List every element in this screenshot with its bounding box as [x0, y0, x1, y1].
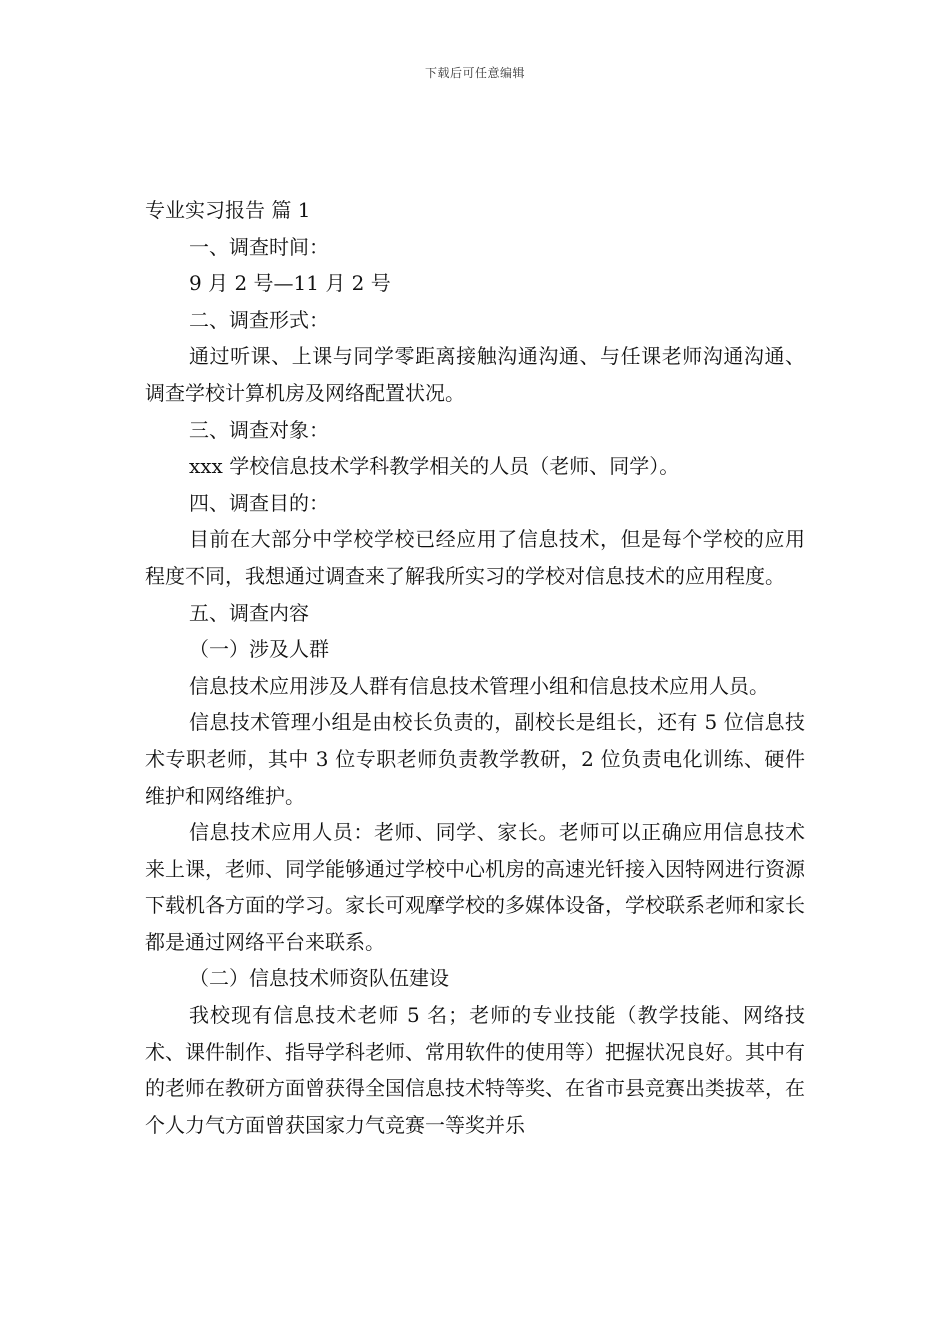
heading-survey-object: 三、调查对象： [189, 417, 329, 442]
page-header: 下载后可任意编辑 [424, 66, 525, 80]
heading-survey-form: 二、调查形式： [189, 307, 329, 332]
subheading-teacher-team: （二）信息技术师资队伍建设 [189, 966, 449, 991]
survey-form-paragraph: 通过听课、上课与同学零距离接触沟通沟通、与任课老师沟通沟通、调查学校计算机房及网络配置状况。 [145, 344, 805, 405]
heading-survey-purpose: 四、调查目的： [189, 490, 329, 515]
survey-purpose-paragraph: 目前在大部分中学校学校已经应用了信息技术，但是每个学校的应用程度不同，我想通过调查来了解我所实习的学校对信息技术的应用程度。 [145, 527, 805, 588]
paragraph-people-involved: 信息技术应用涉及人群有信息技术管理小组和信息技术应用人员。 [189, 673, 769, 698]
document-title: 专业实习报告 篇 1 [145, 198, 311, 222]
heading-survey-content: 五、调查内容 [189, 600, 309, 625]
paragraph-management-group: 信息技术管理小组是由校长负责的，副校长是组长，还有 5 位信息技术专职老师，其中 3 位专职老师负责教学教研，2 位负责电化训练、硬件维护和网络维护。 [145, 710, 805, 808]
subheading-people-involved: （一）涉及人群 [189, 637, 329, 662]
survey-time-value: 9 月 2 号—11 月 2 号 [189, 271, 391, 296]
document-body [145, 192, 805, 1143]
heading-survey-time: 一、调查时间： [189, 234, 329, 259]
paragraph-teacher-team: 我校现有信息技术老师 5 名；老师的专业技能（教学技能、网络技术、课件制作、指导学科老师、常用软件的使用等）把握状况良好。其中有的老师在教研方面曾获得全国信息技术特等奖、在省市县竞赛出类拔萃，在个人力气方面曾获国家力气竞赛一等奖并乐 [145, 1003, 805, 1137]
paragraph-application-staff: 信息技术应用人员：老师、同学、家长。老师可以正确应用信息技术来上课，老师、同学能够通过学校中心机房的高速光钎接入因特网进行资源下载机各方面的学习。家长可观摩学校的多媒体设备，学校联系老师和家长都是通过网络平台来联系。 [145, 820, 805, 954]
survey-object-text: xxx 学校信息技术学科教学相关的人员（老师、同学）。 [189, 454, 680, 479]
